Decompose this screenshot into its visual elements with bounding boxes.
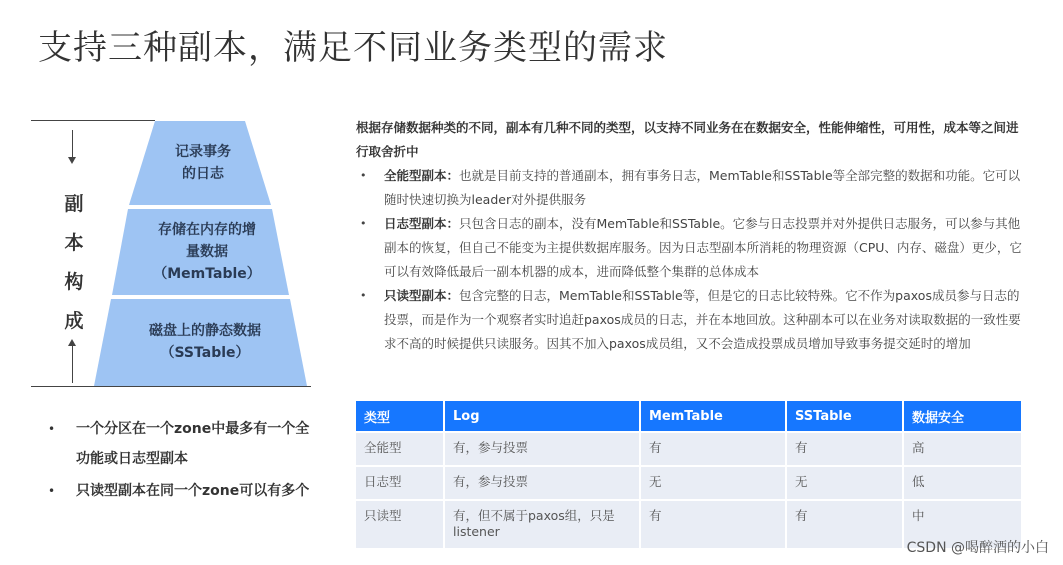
table-cell: 高 (903, 432, 1022, 466)
bullet-text: 包含完整的日志，MemTable和SSTable等，但是它的日志比较特殊。它不作为paxos成员参与日志的投票，而是作为一个观察者实时追赶paxos成员的日志，并在本地回放。这种副本可以在业务对读取数据的一致性要求不高的时候提供只读服务。因其不加入paxos成员组，又不会造成投票成员增加导致事务提交延时的增加 (384, 288, 1021, 351)
list-item (356, 284, 1022, 356)
table-header-cell: Log (444, 401, 640, 432)
table-cell: 无 (786, 466, 903, 500)
replica-comparison-table (356, 401, 1023, 548)
pyramid-bottom-line (31, 386, 311, 387)
page-title: 支持三种副本，满足不同业务类型的需求 (38, 28, 668, 68)
table-cell: 低 (903, 466, 1022, 500)
table-cell: 中 (903, 500, 1022, 548)
table-cell: 有 (786, 500, 903, 548)
pyramid-tier-memtable: 存储在内存的增 量数据 （MemTable） (153, 222, 261, 282)
replica-structure-label: 副 本 构 成 (64, 193, 84, 332)
bullet-label: 日志型副本： (384, 216, 460, 231)
table-cell: 全能型 (356, 432, 444, 466)
table-cell: 日志型 (356, 466, 444, 500)
table-header-row (356, 401, 1022, 432)
bullet-label: 全能型副本： (384, 168, 460, 183)
list-item: • 一个分区在一个zone中最多有一个全功能或日志型副本 (48, 414, 323, 474)
pyramid-tier-log: 记录事务 的日志 (175, 144, 231, 182)
table-cell: 有，参与投票 (444, 432, 640, 466)
bullet-text: 也就是目前支持的普通副本，拥有事务日志，MemTable和SSTable等全部完整的数据和功能。它可以随时快速切换为leader对外提供服务 (384, 168, 1021, 207)
list-item (356, 212, 1022, 284)
left-bullet-list (48, 414, 323, 508)
table-header-cell: 数据安全 (903, 401, 1022, 432)
list-item (356, 164, 1022, 212)
table-cell: 无 (640, 466, 786, 500)
table-header-cell: MemTable (640, 401, 786, 432)
table-cell: 有 (640, 432, 786, 466)
table-header-cell: SSTable (786, 401, 903, 432)
watermark: CSDN @喝醉酒的小白 (906, 540, 1049, 556)
bullet-text: 只包含日志的副本，没有MemTable和SSTable。它参与日志投票并对外提供日志服务，可以参与其他副本的恢复，但自己不能变为主提供数据库服务。因为日志型副本所消耗的物理资源（CPU、内存、磁盘）更少，它可以有效降低最后一副本机器的成本，进而降低整个集群的总体成本 (384, 216, 1022, 279)
arrow-up-icon (72, 345, 73, 383)
table-cell: 有，但不属于paxos组，只是listener (444, 500, 640, 548)
intro-text: 根据存储数据种类的不同，副本有几种不同的类型，以支持不同业务在在数据安全，性能伸缩性，可用性，成本等之间进行取舍折中 (356, 120, 1019, 159)
pyramid-tier-sstable: 磁盘上的静态数据 （SSTable） (149, 323, 261, 361)
table-cell: 只读型 (356, 500, 444, 548)
table-row (356, 432, 1022, 466)
arrow-down-icon (72, 130, 73, 158)
replica-description (356, 116, 1022, 356)
replica-structure-pyramid (0, 0, 320, 400)
table-header-cell: 类型 (356, 401, 444, 432)
table-cell: 有 (640, 500, 786, 548)
bullet-label: 只读型副本： (384, 288, 460, 303)
table-cell: 有，参与投票 (444, 466, 640, 500)
table-row (356, 466, 1022, 500)
table-cell: 有 (786, 432, 903, 466)
list-item: • 只读型副本在同一个zone可以有多个 (48, 476, 323, 506)
